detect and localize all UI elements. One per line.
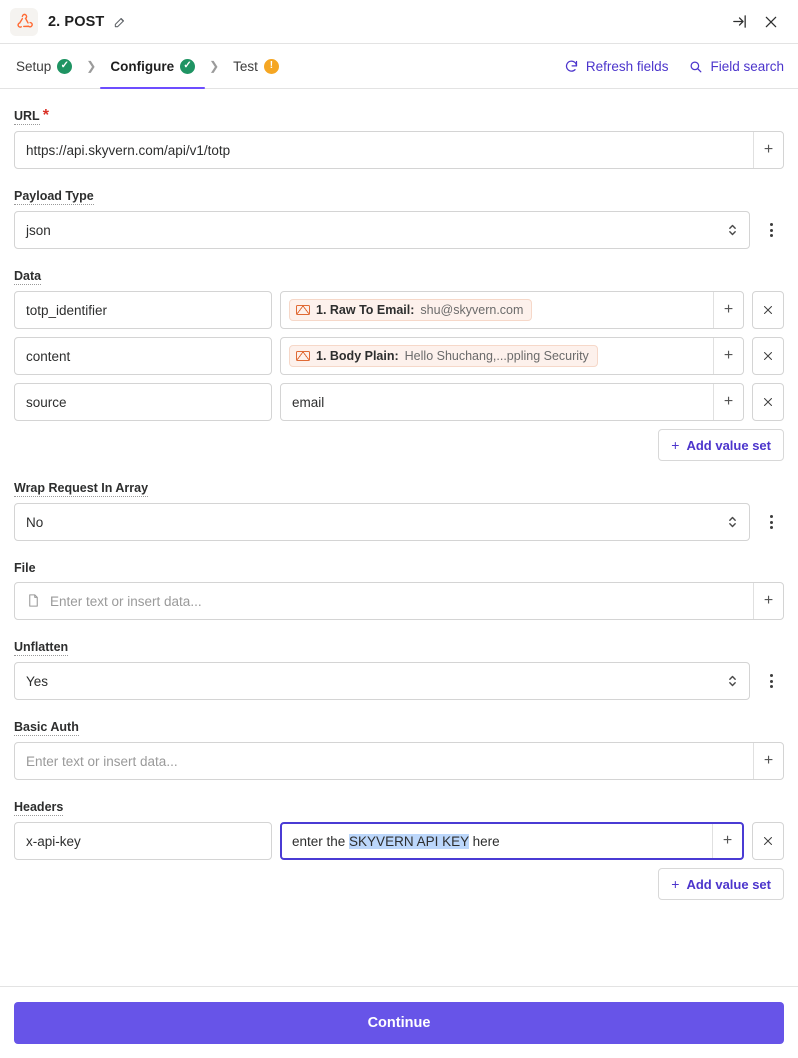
basic-auth-insert-data-button[interactable]: + <box>753 743 783 779</box>
field-headers <box>14 798 784 900</box>
envelope-icon <box>296 305 310 315</box>
expand-panel-icon[interactable] <box>726 9 752 35</box>
file-input[interactable] <box>14 582 784 620</box>
payload-type-select[interactable] <box>14 211 750 249</box>
basic-auth-row <box>14 742 784 780</box>
kebab-icon <box>770 515 773 529</box>
data-key-input-1[interactable] <box>14 291 272 329</box>
data-value-input-2[interactable] <box>280 337 744 375</box>
wrap-request-select[interactable] <box>14 503 750 541</box>
payload-type-row <box>14 211 784 249</box>
unflatten-row <box>14 662 784 700</box>
url-required-marker: * <box>42 107 49 124</box>
headers-value-text-1 <box>289 834 712 849</box>
data-key-input-2[interactable] <box>14 337 272 375</box>
data-key-input-3[interactable] <box>14 383 272 421</box>
field-wrap-request-in-array <box>14 479 784 541</box>
field-basic-auth <box>14 718 784 780</box>
field-search-button[interactable] <box>688 59 784 74</box>
data-value-input-1[interactable] <box>280 291 744 329</box>
step-tabs <box>0 44 798 89</box>
field-file <box>14 559 784 620</box>
wrap-request-more-menu[interactable] <box>758 503 784 541</box>
data-add-value-set-label: Add value set <box>686 437 771 453</box>
refresh-fields-label: Refresh fields <box>585 58 669 74</box>
field-unflatten <box>14 638 784 700</box>
close-icon[interactable] <box>758 9 784 35</box>
chevron-updown-icon <box>727 514 738 530</box>
url-label: URL <box>14 109 40 123</box>
tab-test[interactable] <box>231 44 281 88</box>
data-insert-data-button-2[interactable]: + <box>713 338 743 374</box>
data-value-text-3: email <box>292 394 325 410</box>
headers-remove-row-button-1[interactable] <box>752 822 784 860</box>
data-row <box>14 383 784 421</box>
data-token-2 <box>289 345 598 367</box>
tab-configure-status-badge: ✓ <box>180 59 195 74</box>
footer-bar <box>0 986 798 1058</box>
data-insert-data-button-1[interactable]: + <box>713 292 743 328</box>
tab-test-label: Test <box>233 58 258 74</box>
headers-insert-data-button-1[interactable]: + <box>712 824 742 858</box>
document-icon <box>26 593 42 609</box>
field-search-label: Field search <box>710 58 784 74</box>
unflatten-select[interactable] <box>14 662 750 700</box>
payload-type-label: Payload Type <box>14 189 94 203</box>
url-label-wrap <box>14 107 784 131</box>
refresh-icon <box>564 59 579 74</box>
steps-group <box>14 44 281 88</box>
data-remove-row-button-3[interactable] <box>752 383 784 421</box>
headers-value-selected: SKYVERN API KEY <box>349 833 469 849</box>
data-token-name-2: 1. Body Plain: <box>316 349 399 363</box>
chevron-updown-icon <box>727 673 738 689</box>
title-bar <box>0 0 798 44</box>
data-add-value-set-button[interactable] <box>658 429 784 461</box>
tab-setup-label: Setup <box>16 58 52 74</box>
chevron-updown-icon <box>727 222 738 238</box>
data-value-input-3[interactable] <box>280 383 744 421</box>
data-token-name-1: 1. Raw To Email: <box>316 303 415 317</box>
refresh-fields-button[interactable] <box>564 59 669 74</box>
headers-add-value-set-button[interactable] <box>658 868 784 900</box>
url-row <box>14 131 784 169</box>
data-token-value-2: Hello Shuchang,...ppling Security <box>404 349 589 363</box>
data-label: Data <box>14 269 42 283</box>
url-input[interactable] <box>14 131 784 169</box>
data-key-value-1: totp_identifier <box>26 302 108 318</box>
wrap-request-row <box>14 503 784 541</box>
kebab-icon <box>770 674 773 688</box>
headers-add-value-set-label: Add value set <box>686 876 771 892</box>
headers-value-prefix: enter the <box>292 833 350 849</box>
unflatten-label: Unflatten <box>14 640 69 654</box>
data-token-value-1: shu@skyvern.com <box>420 303 524 317</box>
plus-icon: + <box>671 876 680 892</box>
tab-test-status-badge: ! <box>264 59 279 74</box>
unflatten-value: Yes <box>26 673 49 689</box>
data-remove-row-button-2[interactable] <box>752 337 784 375</box>
wrap-request-value: No <box>26 514 44 530</box>
data-row <box>14 337 784 375</box>
basic-auth-input[interactable] <box>14 742 784 780</box>
data-insert-data-button-3[interactable]: + <box>713 384 743 420</box>
headers-key-value-1: x-api-key <box>26 833 81 849</box>
headers-row <box>14 822 784 860</box>
steps-spacer <box>281 44 564 88</box>
file-label: File <box>14 561 36 575</box>
kebab-icon <box>770 223 773 237</box>
plus-icon: + <box>671 437 680 453</box>
tab-setup-status-badge: ✓ <box>57 59 72 74</box>
wrap-request-label: Wrap Request In Array <box>14 481 149 495</box>
pencil-icon[interactable] <box>112 14 128 30</box>
step-actions <box>564 44 784 88</box>
envelope-icon <box>296 351 310 361</box>
data-row <box>14 291 784 329</box>
file-insert-data-button[interactable]: + <box>753 583 783 619</box>
zapier-webhooks-icon <box>10 8 38 36</box>
headers-add-value-set-wrap <box>14 868 784 900</box>
tab-configure[interactable] <box>108 44 197 88</box>
file-row <box>14 582 784 620</box>
data-key-value-2: content <box>26 348 71 364</box>
panel-title: 2. POST <box>48 13 105 30</box>
data-token-1 <box>289 299 532 321</box>
search-icon <box>688 59 703 74</box>
payload-type-value: json <box>26 222 51 238</box>
url-input-value: https://api.skyvern.com/api/v1/totp <box>26 142 231 158</box>
payload-type-more-menu[interactable] <box>758 211 784 249</box>
data-key-value-3: source <box>26 394 67 410</box>
data-remove-row-button-1[interactable] <box>752 291 784 329</box>
chevron-right-icon: ❯ <box>209 59 220 73</box>
basic-auth-label: Basic Auth <box>14 720 79 734</box>
field-data <box>14 267 784 461</box>
headers-value-input-1[interactable] <box>280 822 744 860</box>
basic-auth-placeholder: Enter text or insert data... <box>26 753 178 769</box>
chevron-right-icon: ❯ <box>86 59 97 73</box>
headers-label: Headers <box>14 800 64 814</box>
field-payload-type <box>14 187 784 249</box>
continue-button[interactable]: Continue <box>14 1002 784 1044</box>
tab-configure-label: Configure <box>110 58 175 74</box>
tab-setup[interactable] <box>14 44 74 88</box>
headers-value-suffix: here <box>468 833 500 849</box>
configure-form <box>0 89 798 986</box>
data-add-value-set-wrap <box>14 429 784 461</box>
url-insert-data-button[interactable]: + <box>753 132 783 168</box>
file-input-placeholder: Enter text or insert data... <box>50 593 202 609</box>
field-url <box>14 107 784 169</box>
headers-key-input-1[interactable] <box>14 822 272 860</box>
unflatten-more-menu[interactable] <box>758 662 784 700</box>
